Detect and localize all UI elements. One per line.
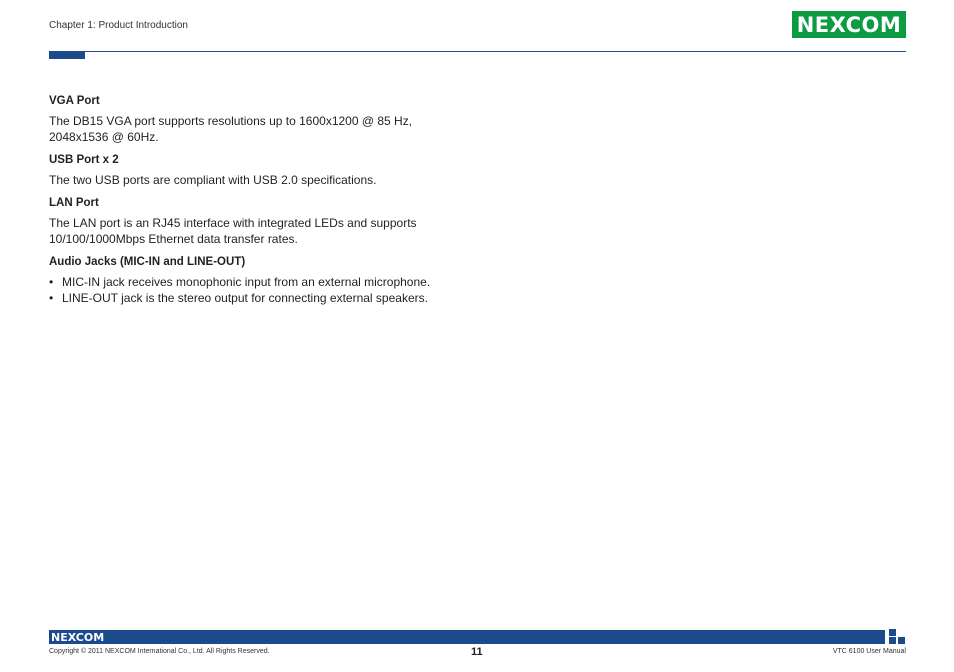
section-title: USB Port x 2 <box>49 154 119 166</box>
chapter-title: Chapter 1: Product Introduction <box>49 20 188 31</box>
copyright-text: Copyright © 2011 NEXCOM International Co., Ltd. All Rights Reserved. <box>49 648 270 655</box>
section-usb <box>49 152 469 188</box>
footer-bar <box>49 630 885 644</box>
body-line: The two USB ports are compliant with USB 2.0 specifications. <box>49 173 377 187</box>
nexcom-logo <box>792 11 906 38</box>
footer-logo: NEXCOM <box>51 630 105 644</box>
section-audio <box>49 254 469 306</box>
body-line: The LAN port is an RJ45 interface with integrated LEDs and supports <box>49 216 417 230</box>
section-body <box>49 172 469 188</box>
header-rule <box>49 51 906 52</box>
body-line: 2048x1536 @ 60Hz. <box>49 130 159 144</box>
page-number: 11 <box>471 646 483 658</box>
section-lan <box>49 195 469 247</box>
logo-text: NEXCOM <box>796 12 902 37</box>
list-item: • LINE-OUT jack is the stereo output for connecting external speakers. <box>49 290 469 306</box>
section-title: Audio Jacks (MIC-IN and LINE-OUT) <box>49 256 246 268</box>
section-title: VGA Port <box>49 95 100 107</box>
section-body <box>49 215 469 247</box>
body-line: 10/100/1000Mbps Ethernet data transfer rates. <box>49 232 298 246</box>
page-content <box>49 93 469 306</box>
body-line: The DB15 VGA port supports resolutions up to 1600x1200 @ 85 Hz, <box>49 114 413 128</box>
manual-title: VTC 6100 User Manual <box>832 648 906 655</box>
header-tab-marker <box>49 51 85 59</box>
section-body <box>49 113 469 145</box>
squares-icon <box>889 629 906 645</box>
section-vga <box>49 93 469 145</box>
list-item: • MIC-IN jack receives monophonic input from an external microphone. <box>49 274 469 290</box>
bullet-list <box>49 274 469 306</box>
section-title: LAN Port <box>49 197 99 209</box>
